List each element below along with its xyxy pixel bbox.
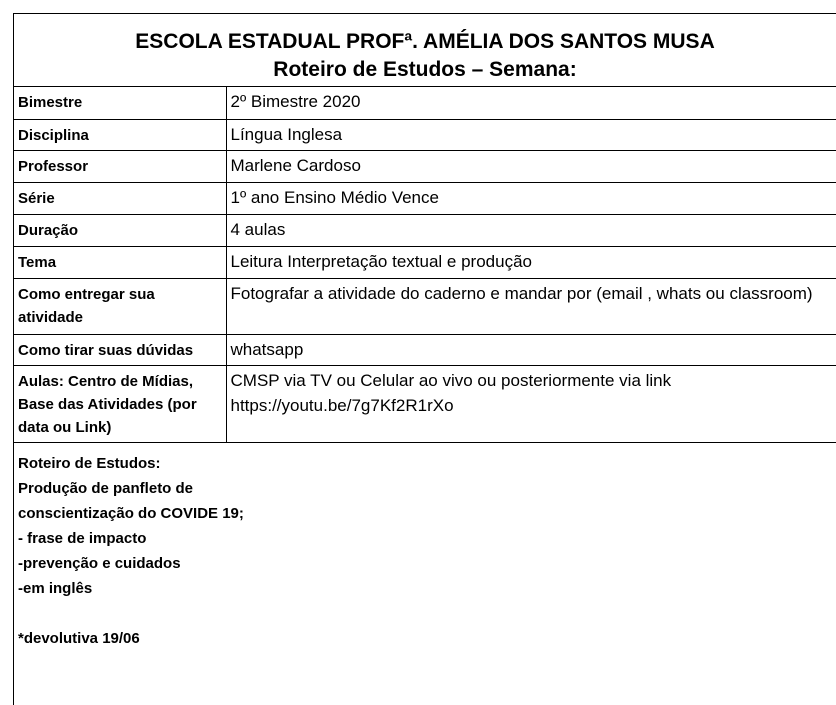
- notes-line: Roteiro de Estudos:: [18, 454, 161, 472]
- table-row: [14, 87, 836, 119]
- row-value-disciplina: Língua Inglesa: [226, 119, 836, 150]
- document-subtitle: Roteiro de Estudos – Semana:: [273, 58, 577, 81]
- notes-line: [18, 601, 832, 626]
- row-label-serie: Série: [14, 182, 226, 214]
- table-row: [14, 365, 836, 442]
- row-label-bimestre: Bimestre: [14, 87, 226, 119]
- table-row: [14, 150, 836, 182]
- table-row: [14, 119, 836, 150]
- row-value-entrega: Fotografar a atividade do caderno e mandar por (email , whats ou classroom): [226, 278, 836, 334]
- row-value-duracao: 4 aulas: [226, 214, 836, 246]
- table-row: [14, 182, 836, 214]
- row-label-duvidas: Como tirar suas dúvidas: [14, 334, 226, 365]
- notes-line: -prevenção e cuidados: [18, 554, 181, 572]
- notes-line: - frase de impacto: [18, 529, 147, 547]
- document-sheet: [13, 13, 836, 705]
- notes-line: conscientização do COVIDE 19;: [18, 504, 244, 522]
- table-row: [14, 278, 836, 334]
- document-header: [14, 14, 836, 87]
- study-notes: [14, 443, 836, 659]
- table-row: [14, 246, 836, 278]
- row-value-aulas: CMSP via TV ou Celular ao vivo ou posteriormente via link https://youtu.be/7g7Kf2R1rXo: [226, 365, 836, 442]
- row-value-bimestre: 2º Bimestre 2020: [226, 87, 836, 119]
- table-row: [14, 214, 836, 246]
- school-name: ESCOLA ESTADUAL PROFª. AMÉLIA DOS SANTOS MUSA: [135, 30, 715, 53]
- row-label-entrega: Como entregar sua atividade: [14, 278, 226, 334]
- notes-line: *devolutiva 19/06: [18, 629, 140, 647]
- notes-line: -em inglês: [18, 579, 93, 597]
- row-value-serie: 1º ano Ensino Médio Vence: [226, 182, 836, 214]
- row-label-tema: Tema: [14, 246, 226, 278]
- notes-line: Produção de panfleto de: [18, 479, 194, 497]
- row-label-disciplina: Disciplina: [14, 119, 226, 150]
- row-label-professor: Professor: [14, 150, 226, 182]
- row-value-duvidas: whatsapp: [226, 334, 836, 365]
- row-value-professor: Marlene Cardoso: [226, 150, 836, 182]
- table-row: [14, 334, 836, 365]
- row-label-aulas: Aulas: Centro de Mídias, Base das Atividades (por data ou Link): [14, 365, 226, 442]
- info-table: [14, 87, 836, 443]
- row-label-duracao: Duração: [14, 214, 226, 246]
- row-value-tema: Leitura Interpretação textual e produção: [226, 246, 836, 278]
